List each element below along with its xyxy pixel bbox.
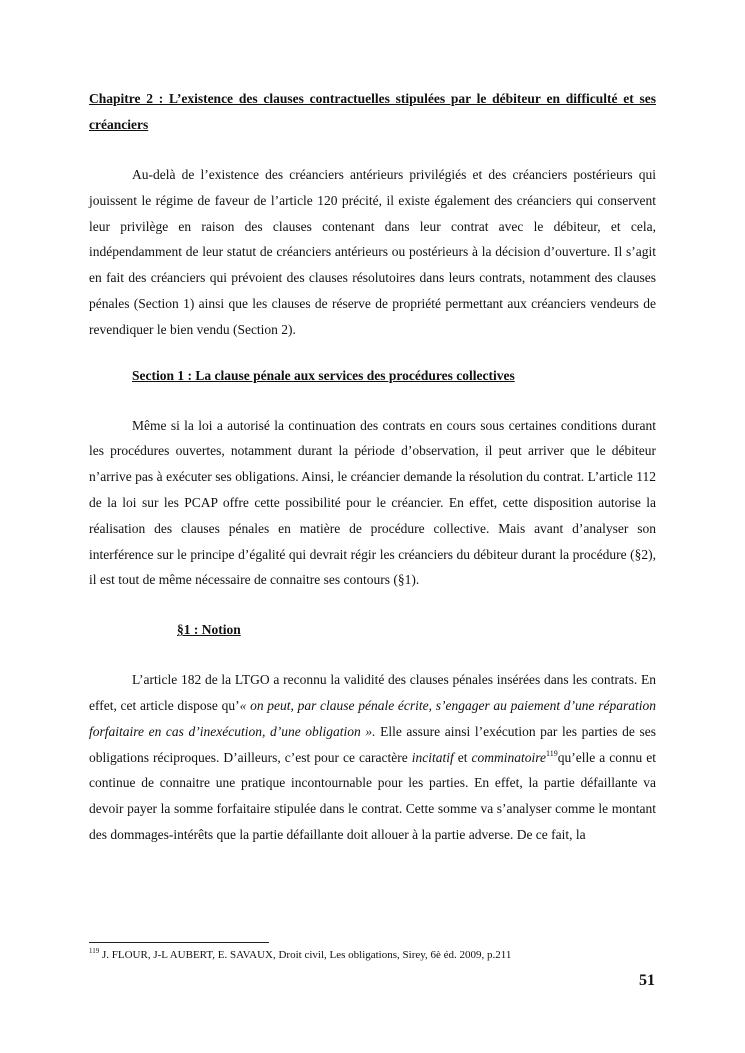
notion-paragraph: [89, 667, 656, 848]
term-comminatoire: comminatoire: [471, 749, 547, 765]
footnote: [89, 948, 656, 962]
paragraph-1-title: §1 : Notion: [177, 622, 241, 638]
intro-paragraph: Au-delà de l’existence des créanciers antérieurs privilégiés et des créanciers postérieurs qui jouissent le régime de faveur de l’article 120 précité, il existe également des créanciers qui conservent leur privilège en raison des clauses contenant dans leur contrat avec le débiteur, et cela, indépendamment de leur statut de créanciers antérieurs ou postérieurs à la décision d’ouverture. Il s’agit en fait des créanciers qui prévoient des clauses résolutoires dans leurs contrats, notamment des clauses pénales (Section 1) ainsi que les clauses de réserve de propriété permettant aux créanciers vendeurs de revendiquer le bien vendu (Section 2).: [89, 167, 656, 337]
chapter-title: Chapitre 2 : L’existence des clauses contractuelles stipulées par le débiteur en difficulté et ses créanciers: [89, 91, 656, 132]
footnote-text: J. FLOUR, J-L AUBERT, E. SAVAUX, Droit civil, Les obligations, Sirey, 6è éd. 2009, p.211: [99, 949, 512, 961]
footnote-reference[interactable]: 119: [546, 748, 558, 758]
term-incitatif: incitatif: [411, 749, 454, 765]
section-1-title: Section 1 : La clause pénale aux services des procédures collectives: [132, 367, 515, 383]
document-page: [89, 86, 656, 848]
notion-text-b: Elle assure ainsi l’exécution par les parties de ses obligations réciproques. D’ailleurs, c’est pour ce caractère: [89, 723, 656, 765]
notion-text-d: qu’elle a connu et continue de connaitre une pratique incontournable pour les parties. En effet, la partie défaillante va devoir payer la somme forfaitaire stipulée dans le contrat. Cette somme va s’analyser comme le montant des dommages-intérêts que la partie défaillante doit allouer à la partie adverse. De ce fait, la: [89, 749, 656, 842]
notion-text-a: L’article 182 de la LTGO a reconnu la validité des clauses pénales insérées dans les contrats. En effet, cet article dispose qu’: [89, 672, 656, 713]
notion-text-c: et: [453, 749, 472, 765]
footnote-separator: [89, 942, 269, 943]
section-1-paragraph: Même si la loi a autorisé la continuation des contrats en cours sous certaines conditions durant les procédures ouvertes, notamment durant la période d’observation, il peut arriver que le débiteur n’arrive pas à exécuter ses obligations. Ainsi, le créancier demande la résolution du contrat. L’article 112 de la loi sur les PCAP offre cette possibilité pour le créancier. En effet, cette disposition autorise la réalisation des clauses pénales en matière de procédure collective. Mais avant d’analyser son interférence sur le principe d’égalité qui devrait régir les créanciers du débiteur durant la procédure (§2), il est tout de même nécessaire de connaitre ses contours (§1).: [89, 417, 656, 588]
page-number: 51: [639, 972, 655, 989]
footnote-number: 119: [89, 947, 100, 955]
legal-quote: « on peut, par clause pénale écrite, s’engager au paiement d’une réparation forfaitaire en cas d’inexécution, d’une obligation ».: [89, 697, 656, 739]
